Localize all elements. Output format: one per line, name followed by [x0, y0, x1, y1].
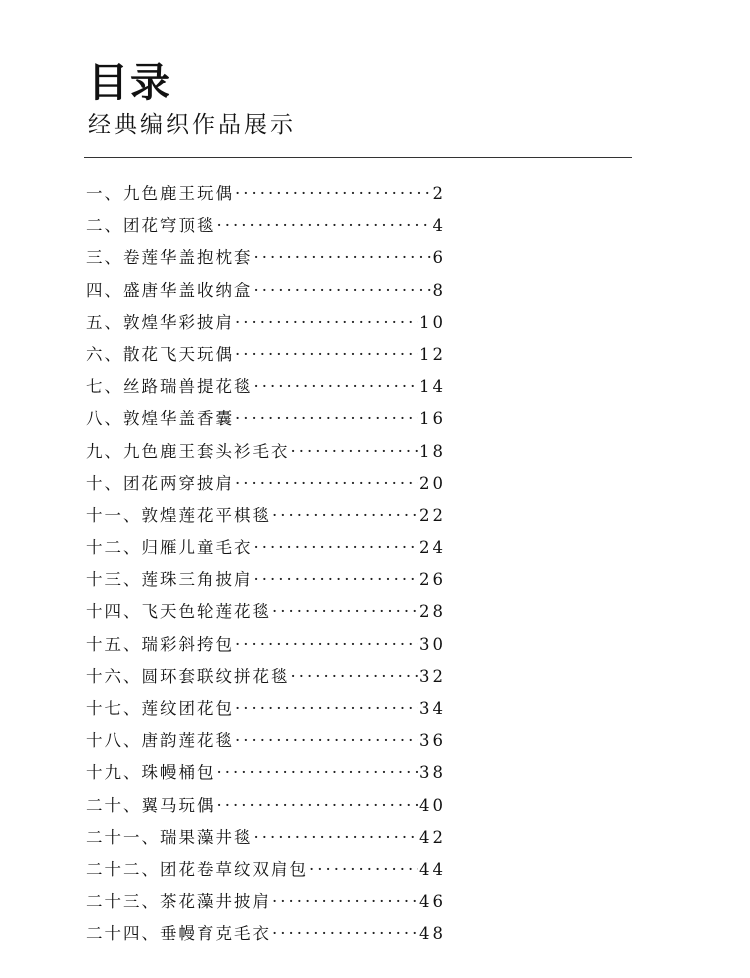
toc-entry-page-number: 46: [419, 892, 446, 912]
toc-entry-page-number: 48: [419, 924, 446, 944]
toc-entry[interactable]: [86, 566, 446, 598]
toc-entry-number: 十三: [86, 570, 123, 590]
toc-entry-separator: 、: [104, 248, 123, 268]
toc-entry-number: 十二: [86, 538, 123, 558]
toc-entry-title: 团花卷草纹双肩包: [160, 859, 308, 879]
toc-entry[interactable]: [86, 470, 446, 502]
toc-entry-title: 瑞果藻井毯: [160, 827, 253, 847]
toc-entry-separator: 、: [104, 473, 123, 493]
toc-entry-page-number: 36: [419, 731, 446, 751]
toc-dot-leader: [235, 409, 418, 428]
toc-entry-separator: 、: [123, 634, 142, 654]
toc-entry-separator: 、: [123, 602, 142, 622]
toc-dot-leader: [272, 892, 418, 911]
toc-dot-leader: [309, 860, 418, 879]
toc-entry[interactable]: [86, 759, 446, 791]
toc-entry-page-number: 30: [419, 634, 446, 654]
toc-dot-leader: [254, 538, 419, 557]
toc-entry-number: 十六: [86, 666, 123, 686]
toc-entry[interactable]: [86, 180, 446, 212]
toc-entry[interactable]: [86, 663, 446, 695]
toc-dot-leader: [235, 699, 418, 718]
toc-entry[interactable]: [86, 244, 446, 276]
toc-entry-page-number: 8: [432, 280, 446, 300]
toc-entry-separator: 、: [123, 505, 142, 525]
toc-entry[interactable]: [86, 695, 446, 727]
toc-entry[interactable]: [86, 373, 446, 405]
toc-dot-leader: [217, 216, 432, 235]
toc-entry-title: 翼马玩偶: [141, 795, 216, 815]
toc-entry-separator: 、: [123, 538, 142, 558]
toc-entry-title: 九色鹿王套头衫毛衣: [123, 441, 290, 461]
toc-entry-title: 九色鹿王玩偶: [123, 184, 234, 203]
toc-entry-number: 九: [86, 441, 105, 461]
toc-entry-page-number: 40: [419, 795, 446, 815]
toc-entry-page-number: 24: [419, 538, 446, 558]
toc-entry-number: 三: [86, 248, 105, 268]
toc-entry[interactable]: [86, 888, 446, 920]
toc-entry-title: 敦煌华盖香囊: [123, 409, 234, 429]
toc-dot-leader: [291, 667, 419, 686]
toc-entry[interactable]: [86, 277, 446, 309]
toc-entry-number: 八: [86, 409, 105, 429]
toc-entry-page-number: 42: [419, 827, 446, 847]
toc-dot-leader: [272, 602, 418, 621]
toc-dot-leader: [235, 731, 418, 750]
toc-entry-title: 卷莲华盖抱枕套: [123, 248, 253, 268]
toc-entry-title: 丝路瑞兽提花毯: [123, 377, 253, 397]
toc-entry-title: 散花飞天玩偶: [123, 344, 234, 364]
toc-entry-title: 归雁儿童毛衣: [141, 538, 253, 558]
toc-entry-page-number: 38: [419, 763, 446, 783]
toc-entry-number: 四: [86, 280, 105, 300]
toc-entry-page-number: 12: [419, 344, 446, 364]
toc-entry[interactable]: [86, 212, 446, 244]
toc-entry-number: 十一: [86, 505, 123, 525]
toc-entry-page-number: 10: [419, 312, 446, 332]
toc-entry-number: 十七: [86, 699, 123, 718]
section-title: 经典编织作品展示: [88, 112, 296, 138]
toc-entry-title: 敦煌莲花平棋毯: [141, 505, 271, 525]
toc-entry[interactable]: [86, 438, 446, 470]
toc-entry-number: 二十二: [86, 859, 142, 879]
toc-entry-title: 飞天色轮莲花毯: [141, 602, 271, 622]
toc-dot-leader: [272, 924, 418, 943]
toc-entry-page-number: 18: [419, 441, 446, 461]
toc-entry-page-number: 34: [419, 699, 446, 718]
toc-entry-number: 一: [86, 184, 105, 203]
toc-entry-separator: 、: [104, 409, 123, 429]
toc-entry[interactable]: [86, 727, 446, 759]
toc-entry-separator: 、: [104, 216, 123, 236]
toc-entry-number: 二十: [86, 795, 123, 815]
toc-dot-leader: [235, 313, 418, 332]
toc-entry-separator: 、: [104, 184, 123, 203]
toc-entry[interactable]: [86, 341, 446, 373]
toc-entry-page-number: 26: [419, 570, 446, 590]
toc-dot-leader: [254, 281, 432, 300]
toc-dot-leader: [235, 184, 432, 203]
toc-entry-page-number: 6: [432, 248, 446, 268]
toc-entry-separator: 、: [123, 763, 142, 783]
toc-dot-leader: [217, 763, 419, 782]
toc-entry[interactable]: [86, 309, 446, 341]
toc-entry-page-number: 2: [432, 184, 446, 203]
toc-entry-number: 二十四: [86, 924, 142, 944]
toc-entry-number: 十五: [86, 634, 123, 654]
toc-entry-number: 十八: [86, 731, 123, 751]
toc-entry-page-number: 44: [419, 859, 446, 879]
toc-dot-leader: [254, 570, 419, 589]
toc-entry-title: 垂幔育克毛衣: [160, 924, 271, 944]
toc-entry[interactable]: [86, 856, 446, 888]
toc-entry[interactable]: [86, 824, 446, 856]
toc-entry-number: 十九: [86, 763, 123, 783]
toc-entry-title: 唐韵莲花毯: [141, 731, 234, 751]
toc-dot-leader: [235, 635, 418, 654]
toc-entry-separator: 、: [123, 795, 142, 815]
toc-entry-separator: 、: [141, 859, 160, 879]
toc-entry-page-number: 20: [419, 473, 446, 493]
toc-entry-number: 二十一: [86, 827, 142, 847]
toc-entry-title: 莲珠三角披肩: [141, 570, 253, 590]
toc-entry-title: 茶花藻井披肩: [160, 892, 271, 912]
toc-entry-number: 六: [86, 344, 105, 364]
toc-entry[interactable]: [86, 405, 446, 437]
toc-entry[interactable]: [86, 631, 446, 663]
toc-entry-title: 瑞彩斜挎包: [141, 634, 234, 654]
toc-entry-title: 团花穹顶毯: [123, 216, 216, 236]
toc-entry-title: 敦煌华彩披肩: [123, 312, 234, 332]
toc-entry-number: 七: [86, 377, 105, 397]
toc-entry-separator: 、: [123, 731, 142, 751]
toc-entry-title: 珠幔桶包: [141, 763, 216, 783]
toc-entry-page-number: 16: [419, 409, 446, 429]
toc-entry-separator: 、: [141, 924, 160, 944]
toc-entry-title: 莲纹团花包: [141, 699, 234, 718]
toc-dot-leader: [291, 442, 419, 461]
toc-entry-page-number: 32: [419, 666, 446, 686]
toc-entry[interactable]: [86, 534, 446, 566]
toc-dot-leader: [272, 506, 418, 525]
toc-entry-separator: 、: [104, 377, 123, 397]
toc-entry-title: 圆环套联纹拼花毯: [141, 666, 290, 686]
toc-entry[interactable]: [86, 598, 446, 630]
toc-entry-page-number: 28: [419, 602, 446, 622]
toc-entry[interactable]: [86, 502, 446, 534]
toc-entry-title: 盛唐华盖收纳盒: [123, 280, 253, 300]
toc-entry-number: 十: [86, 473, 105, 493]
toc-dot-leader: [235, 474, 418, 493]
toc-entry-title: 团花两穿披肩: [123, 473, 234, 493]
toc-entry-separator: 、: [104, 312, 123, 332]
toc-entry-number: 二十三: [86, 892, 142, 912]
toc-entry-separator: 、: [141, 892, 160, 912]
toc-entry-separator: 、: [104, 441, 123, 461]
table-of-contents: [86, 180, 446, 953]
toc-entry-separator: 、: [123, 570, 142, 590]
toc-entry-number: 十四: [86, 602, 123, 622]
toc-entry-separator: 、: [141, 827, 160, 847]
toc-entry-page-number: 4: [432, 216, 446, 236]
toc-entry-number: 五: [86, 312, 105, 332]
toc-dot-leader: [217, 796, 419, 815]
toc-dot-leader: [235, 345, 418, 364]
toc-entry[interactable]: [86, 792, 446, 824]
toc-entry-page-number: 22: [419, 505, 446, 525]
toc-dot-leader: [254, 248, 432, 267]
toc-entry-number: 二: [86, 216, 105, 236]
toc-entry-page-number: 14: [419, 377, 446, 397]
toc-dot-leader: [254, 828, 419, 847]
page-title: 目录: [88, 59, 172, 106]
toc-entry-separator: 、: [123, 666, 142, 686]
toc-entry[interactable]: [86, 920, 446, 952]
toc-entry-separator: 、: [123, 699, 142, 718]
toc-dot-leader: [254, 377, 419, 396]
toc-entry-separator: 、: [104, 344, 123, 364]
toc-entry-separator: 、: [104, 280, 123, 300]
section-divider: [84, 157, 632, 158]
